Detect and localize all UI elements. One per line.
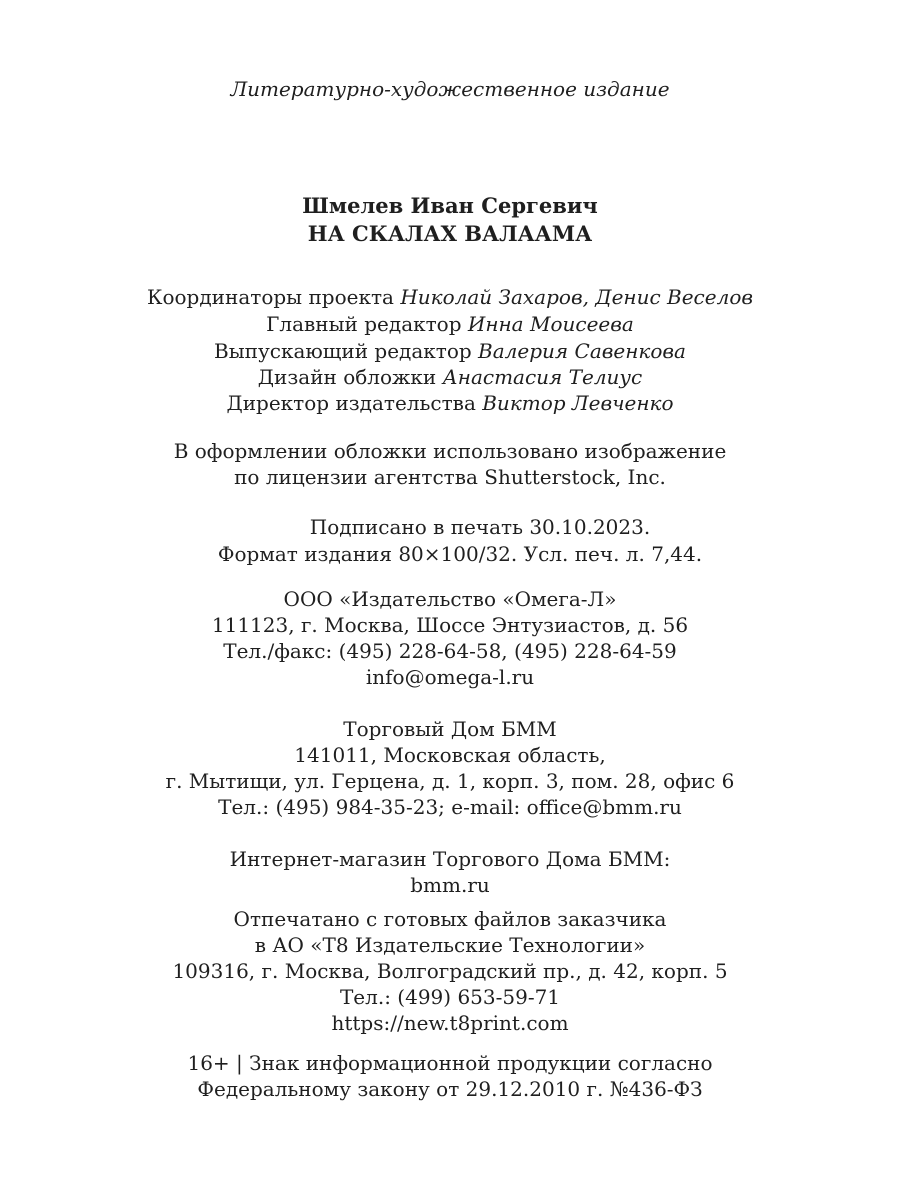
credit-line xyxy=(0,284,900,310)
cover-note-line: по лицензии агентства Shutterstock, Inc. xyxy=(234,465,666,489)
trading-house-address: г. Мытищи, ул. Герцена, д. 1, корп. 3, пом. 28, офис 6 xyxy=(165,769,735,793)
credit-name: Виктор Левченко xyxy=(482,391,674,415)
trading-house-contacts: Тел.: (495) 984-35-23; e-mail: office@bmm.ru xyxy=(218,795,682,819)
credit-line xyxy=(0,338,900,364)
credit-role: Главный редактор xyxy=(266,312,462,336)
credit-name: Николай Захаров, Денис Веселов xyxy=(400,285,753,309)
publisher-email: info@omega-l.ru xyxy=(365,665,535,689)
book-title: НА СКАЛАХ ВАЛААМА xyxy=(307,221,593,246)
publisher-address: 111123, г. Москва, Шоссе Энтузиастов, д. 56 xyxy=(211,613,689,637)
credit-role: Координаторы проекта xyxy=(147,285,394,309)
printer-phone: Тел.: (499) 653-59-71 xyxy=(339,985,561,1009)
signed-to-print: Подписано в печать 30.10.2023. xyxy=(309,515,651,539)
printer-line: Отпечатано с готовых файлов заказчика xyxy=(233,907,667,931)
age-rating-law: Федеральному закону от 29.12.2010 г. №436-ФЗ xyxy=(197,1077,703,1101)
trading-house-name: Торговый Дом БММ xyxy=(343,717,557,741)
printer-url: https://new.t8print.com xyxy=(331,1011,569,1035)
publisher-name: ООО «Издательство «Омега-Л» xyxy=(283,587,617,611)
printer-name: в АО «T8 Издательские Технологии» xyxy=(254,933,646,957)
online-store-label: Интернет-магазин Торгового Дома БММ: xyxy=(229,847,671,871)
online-store-url: bmm.ru xyxy=(410,873,490,897)
credit-line xyxy=(0,364,900,390)
credit-role: Выпускающий редактор xyxy=(214,339,472,363)
credit-line xyxy=(0,311,900,337)
trading-house-address: 141011, Московская область, xyxy=(294,743,606,767)
credit-name: Валерия Савенкова xyxy=(478,339,686,363)
age-rating-line: 16+ | Знак информационной продукции согласно xyxy=(187,1051,713,1075)
credit-line xyxy=(0,390,900,416)
credit-name: Инна Моисеева xyxy=(467,312,634,336)
cover-note-line: В оформлении обложки использовано изображение xyxy=(173,439,727,463)
author-name: Шмелев Иван Сергевич xyxy=(302,193,598,218)
credit-name: Анастасия Телиус xyxy=(442,365,643,389)
printer-address: 109316, г. Москва, Волгоградский пр., д. 42, корп. 5 xyxy=(172,959,728,983)
publisher-phone: Тел./факс: (495) 228-64-58, (495) 228-64-59 xyxy=(223,639,677,663)
edition-format: Формат издания 80×100/32. Усл. печ. л. 7,44. xyxy=(217,542,703,566)
credit-role: Директор издательства xyxy=(226,391,476,415)
credit-role: Дизайн обложки xyxy=(257,365,437,389)
edition-type: Литературно-художественное издание xyxy=(230,77,670,101)
